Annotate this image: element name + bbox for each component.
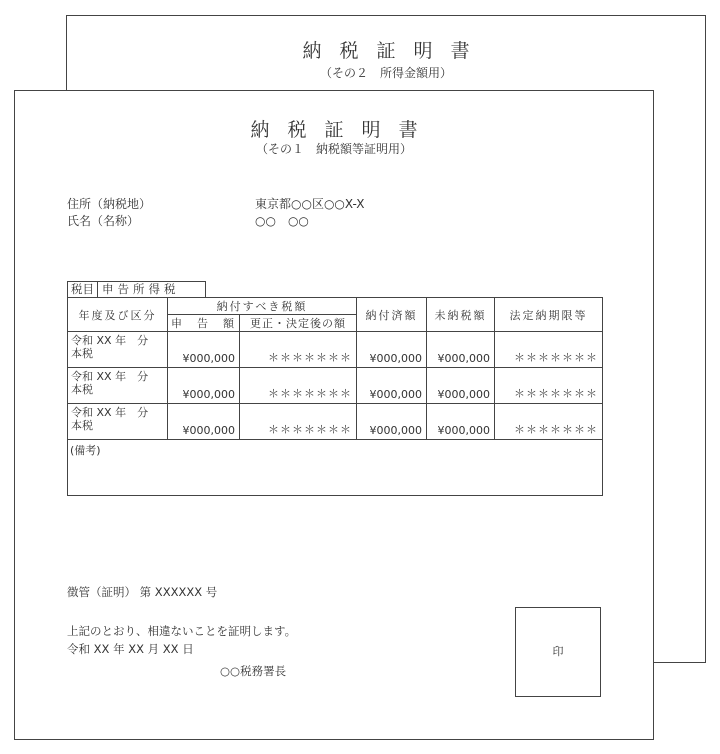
period-cell bbox=[68, 404, 168, 440]
col-header-payable: 納付すべき税額 bbox=[168, 298, 357, 315]
title-char: 書 bbox=[398, 119, 418, 141]
corrected-cell: ＊＊＊＊＊＊＊ bbox=[240, 368, 357, 404]
title-char: 税 bbox=[287, 119, 307, 141]
corrected-cell: ＊＊＊＊＊＊＊ bbox=[240, 404, 357, 440]
unpaid-cell: ¥000,000 bbox=[427, 332, 495, 368]
deadline-cell: ＊＊＊＊＊＊＊ bbox=[495, 404, 603, 440]
certificate-number: 徴管（証明） 第 XXXXXX 号 bbox=[67, 585, 218, 599]
table-row bbox=[68, 332, 603, 368]
certification-statement: 上記のとおり、相違ないことを証明します。 bbox=[67, 624, 297, 638]
back-sheet-subtitle: （その２ 所得金額用） bbox=[319, 66, 452, 80]
remarks-cell bbox=[68, 440, 603, 496]
paid-cell: ¥000,000 bbox=[357, 404, 427, 440]
table-row bbox=[68, 404, 603, 440]
certification-date: 令和 XX 年 XX 月 XX 日 bbox=[67, 642, 194, 656]
period-cell bbox=[68, 368, 168, 404]
seal-box: 印 bbox=[515, 607, 601, 697]
declared-cell: ¥000,000 bbox=[168, 404, 240, 440]
address-label: 住所（納税地） bbox=[67, 197, 152, 211]
title-char: 税 bbox=[339, 40, 359, 62]
tax-item-value: 申告所得税 bbox=[102, 282, 180, 296]
declared-cell: ¥000,000 bbox=[168, 368, 240, 404]
tax-office-head: ○○税務署長 bbox=[220, 664, 287, 678]
back-sheet-title bbox=[67, 36, 705, 63]
paid-cell: ¥000,000 bbox=[357, 368, 427, 404]
deadline-cell: ＊＊＊＊＊＊＊ bbox=[495, 332, 603, 368]
col-header-year: 年度及び区分 bbox=[68, 298, 168, 332]
address-value: 東京都○○区○○X-X bbox=[255, 197, 365, 211]
title-char: 証 bbox=[324, 119, 344, 141]
title-char: 納 bbox=[302, 40, 322, 62]
unpaid-cell: ¥000,000 bbox=[427, 404, 495, 440]
remarks-label: (備考) bbox=[70, 444, 101, 457]
col-header-unpaid: 未納税額 bbox=[427, 298, 495, 332]
period-text: 令和 XX 年 分 bbox=[71, 334, 149, 347]
front-sheet-subtitle: （その１ 納税額等証明用） bbox=[255, 142, 412, 156]
period-cell bbox=[68, 332, 168, 368]
name-label: 氏名（名称） bbox=[67, 214, 140, 228]
category-text: 本税 bbox=[71, 347, 93, 360]
name-value: ○○ ○○ bbox=[255, 214, 309, 228]
col-header-paid: 納付済額 bbox=[357, 298, 427, 332]
unpaid-cell: ¥000,000 bbox=[427, 368, 495, 404]
corrected-cell: ＊＊＊＊＊＊＊ bbox=[240, 332, 357, 368]
front-certificate-sheet bbox=[14, 90, 654, 740]
col-header-deadline: 法定納期限等 bbox=[495, 298, 603, 332]
title-char: 明 bbox=[413, 40, 433, 62]
tax-item-tab bbox=[67, 281, 206, 297]
paid-cell: ¥000,000 bbox=[357, 332, 427, 368]
category-text: 本税 bbox=[71, 419, 93, 432]
col-header-declared: 申 告 額 bbox=[168, 315, 240, 332]
period-text: 令和 XX 年 分 bbox=[71, 370, 149, 383]
title-char: 明 bbox=[361, 119, 381, 141]
declared-cell: ¥000,000 bbox=[168, 332, 240, 368]
period-text: 令和 XX 年 分 bbox=[71, 406, 149, 419]
table-row bbox=[68, 368, 603, 404]
tax-amount-table bbox=[67, 297, 603, 496]
tax-item-label: 税目 bbox=[68, 282, 98, 297]
title-char: 証 bbox=[376, 40, 396, 62]
deadline-cell: ＊＊＊＊＊＊＊ bbox=[495, 368, 603, 404]
title-char: 納 bbox=[250, 119, 270, 141]
title-char: 書 bbox=[450, 40, 470, 62]
col-header-corrected: 更正・決定後の額 bbox=[240, 315, 357, 332]
front-sheet-title bbox=[15, 115, 653, 142]
category-text: 本税 bbox=[71, 383, 93, 396]
